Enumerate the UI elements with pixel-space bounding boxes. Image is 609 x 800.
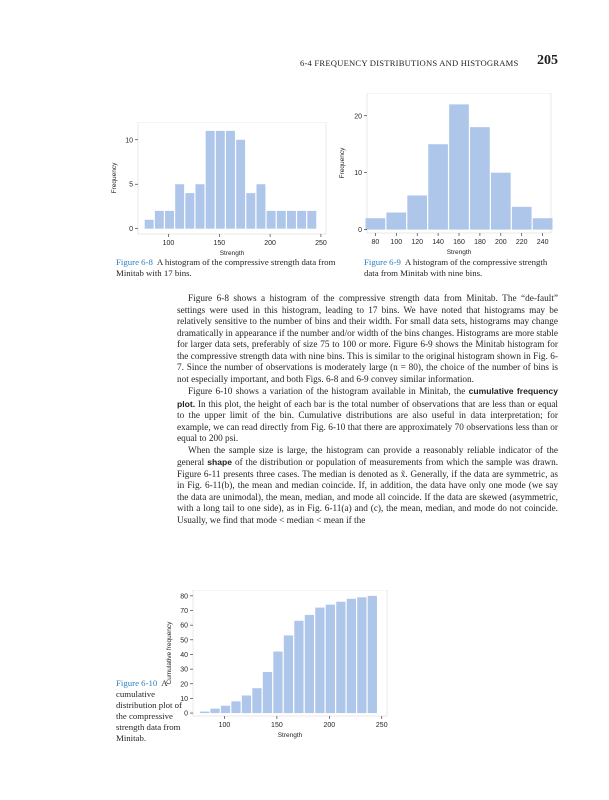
running-header-title: 6-4 FREQUENCY DISTRIBUTIONS AND HISTOGRAMS <box>300 58 519 68</box>
bar-166 <box>294 621 303 713</box>
x-tick-label-150: 150 <box>213 240 226 247</box>
bar-76 <box>145 220 154 229</box>
bar-226 <box>297 211 306 229</box>
bar-176 <box>246 193 255 229</box>
x-tick-label-100: 100 <box>390 239 403 246</box>
page-number: 205 <box>537 53 558 68</box>
bar-106 <box>231 701 240 713</box>
x-axis-label: Strength <box>446 249 472 256</box>
y-tick-label-30: 30 <box>180 666 188 674</box>
bar-190 <box>491 173 511 230</box>
bar-156 <box>226 131 235 229</box>
x-tick-label-240: 240 <box>536 239 549 246</box>
y-tick-label-40: 40 <box>180 651 188 659</box>
x-tick-label-220: 220 <box>515 239 528 246</box>
figure-6-8-label: Figure 6-8 <box>116 257 153 267</box>
bar-86 <box>155 211 164 229</box>
x-axis-label: Strength <box>219 250 245 257</box>
y-axis-label: Frequency <box>111 162 118 194</box>
y-axis-label: Frequency <box>339 147 346 179</box>
bar-236 <box>368 596 377 713</box>
figure-6-9-text: A histogram of the compressive strength data from Minitab with nine bins. <box>364 257 548 278</box>
bar-186 <box>256 184 265 228</box>
bar-150 <box>449 104 469 229</box>
bar-136 <box>206 131 215 229</box>
y-tick-label-0: 0 <box>358 227 362 235</box>
y-tick-label-20: 20 <box>180 681 188 689</box>
x-tick-label-120: 120 <box>411 239 424 246</box>
bar-136 <box>263 672 272 713</box>
figure-6-10-label: Figure 6-10 <box>116 678 158 688</box>
bar-156 <box>284 635 293 713</box>
bar-170 <box>470 127 490 229</box>
bar-196 <box>326 605 335 713</box>
bar-210 <box>512 207 532 230</box>
histogram-17-bins <box>108 122 330 257</box>
bar-176 <box>305 615 314 713</box>
y-tick-label-60: 60 <box>180 622 188 630</box>
paragraph-3: When the sample size is large, the histogram can provide a reasonably reliable indicator of the general shape of the distribution or population of measurements from which the sample was drawn. Figure 6-11 presents three cases. The median is denoted as x̃. Generally, if the data are symmetric, as in Fig. 6-11(b), the mean and median coincide. If, in addition, the data have only one mode (we say the data are unimodal), the mean, median, and mode all coincide. If the data are skewed (asymmetric, with a long tail to one side), as in Fig. 6-11(a) and (c), the mean, median, and mode do not coincide. Usually, we find that mode < median < mean if the <box>177 445 559 526</box>
body-text <box>177 294 558 527</box>
figure-6-9-caption <box>364 257 564 279</box>
y-tick-label-50: 50 <box>180 637 188 645</box>
x-tick-label-100: 100 <box>162 240 175 247</box>
figure-6-9-label: Figure 6-9 <box>364 257 401 267</box>
y-tick-label-0: 0 <box>129 226 133 234</box>
x-tick-label-250: 250 <box>375 722 388 729</box>
y-tick-label-20: 20 <box>354 113 362 121</box>
bar-110 <box>407 195 427 229</box>
bar-126 <box>196 184 205 228</box>
x-tick-label-150: 150 <box>271 722 283 729</box>
y-tick-label-5: 5 <box>129 181 133 189</box>
x-tick-label-100: 100 <box>218 722 231 729</box>
x-tick-label-200: 200 <box>494 239 507 246</box>
bar-86 <box>210 709 219 713</box>
bar-196 <box>267 211 276 229</box>
x-tick-label-200: 200 <box>264 240 276 247</box>
cumulative-frequency-plot <box>163 590 393 740</box>
figure-6-8-caption <box>116 257 344 279</box>
bar-206 <box>336 602 345 713</box>
bar-186 <box>315 608 324 713</box>
bar-236 <box>307 211 316 229</box>
bar-216 <box>347 599 356 713</box>
term-cumulative-frequency-plot: cumulative frequency plot. <box>177 386 558 409</box>
bar-216 <box>287 211 296 229</box>
bar-146 <box>216 131 225 229</box>
y-tick-label-70: 70 <box>180 608 188 616</box>
bar-96 <box>165 211 174 229</box>
figure-6-8-text: A histogram of the compressive strength data from Minitab with 17 bins. <box>116 257 336 278</box>
bar-70 <box>366 218 386 229</box>
x-tick-label-160: 160 <box>453 239 465 246</box>
bar-116 <box>242 695 251 713</box>
y-tick-label-10: 10 <box>354 170 362 178</box>
bar-96 <box>221 706 230 713</box>
x-tick-label-80: 80 <box>371 239 380 246</box>
x-tick-label-250: 250 <box>315 240 327 247</box>
bar-90 <box>386 213 406 230</box>
bar-166 <box>236 140 245 229</box>
bar-130 <box>428 144 448 229</box>
term-shape: shape <box>207 457 233 467</box>
x-tick-label-200: 200 <box>323 722 336 729</box>
y-axis-label: Cumulative frequency <box>166 621 173 685</box>
bar-106 <box>175 184 184 228</box>
figure-6-10-text: A cumulative distribution plot of the compressive strength data from Minitab. <box>116 678 182 743</box>
bar-226 <box>357 597 366 713</box>
y-tick-label-10: 10 <box>180 695 188 703</box>
y-tick-label-80: 80 <box>180 593 188 601</box>
bar-126 <box>252 688 261 713</box>
bar-230 <box>533 218 553 229</box>
paragraph-2: Figure 6-10 shows a variation of the histogram available in Minitab, the cumulative frequency plot. In this plot, the height of each bar is the total number of observations that are less than or equal to the upper limit of the bin. Cumulative distributions are also useful in data interpretation; for example, we can read directly from Fig. 6-10 that there are approximately 70 observations less than or equal to 200 psi. <box>177 386 558 444</box>
x-axis-label: Strength <box>277 732 303 739</box>
bar-116 <box>185 193 194 229</box>
y-tick-label-0: 0 <box>184 710 188 718</box>
x-tick-label-180: 180 <box>474 239 486 246</box>
bar-206 <box>277 211 286 229</box>
y-tick-label-10: 10 <box>125 137 133 145</box>
bar-146 <box>273 652 282 714</box>
histogram-9-bins <box>334 93 554 257</box>
paragraph-1: Figure 6-8 shows a histogram of the compressive strength data from Minitab. The “de-fault” settings were used in this histogram, leading to 17 bins. We have noted that histograms may be relatively sensitive to the number of bins and their width. For small data sets, histograms may change dramatically in appearance if the number and/or width of the bins changes. Histograms are more stable for larger data sets, preferably of size 75 to 100 or more. Figure 6-9 shows the Minitab histogram for the compressive strength data with nine bins. This is similar to the original histogram shown in Fig. 6-7. Since the number of observations is moderately large (n = 80), the choice of the number of bins is not especially important, and both Figs. 6-8 and 6-9 convey similar information. <box>177 294 558 385</box>
bar-76 <box>200 712 209 713</box>
figure-6-10-caption <box>116 678 190 744</box>
x-tick-label-140: 140 <box>432 239 444 246</box>
